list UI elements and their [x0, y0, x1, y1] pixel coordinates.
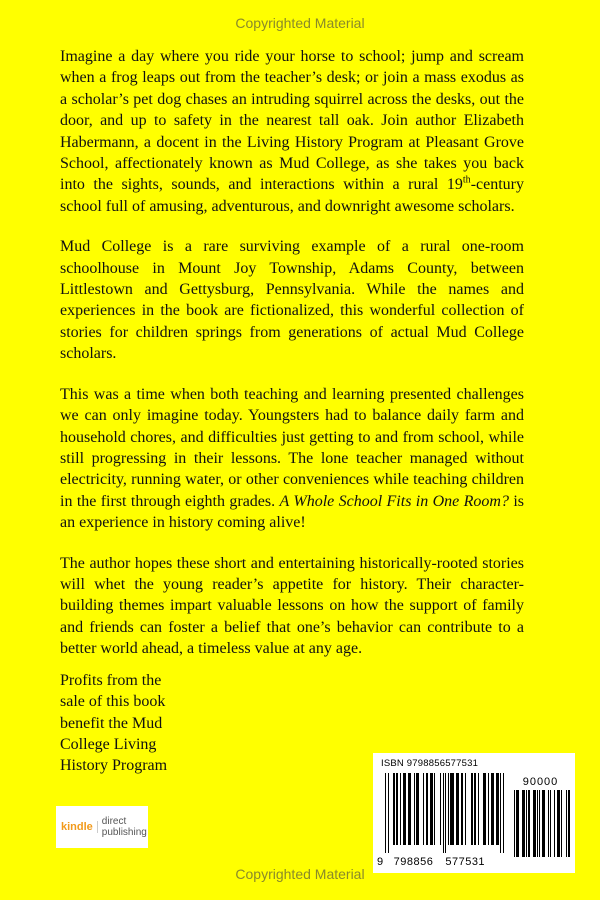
isbn-label: ISBN 9798856577531 [381, 758, 479, 769]
kindle-direct-publishing-logo [56, 806, 148, 848]
barcode-bar [403, 773, 407, 845]
barcode-bar [548, 790, 549, 857]
barcode-bar [528, 790, 529, 857]
barcode-bar [539, 790, 540, 857]
barcode-bar [396, 773, 397, 845]
barcode-bar [537, 790, 538, 857]
barcode-bar [440, 773, 441, 845]
paragraph-challenges-text: This was a time when both teaching and learning presented challenges we can only imagine today. Youngsters had to balance daily farm and household chores, and difficulties just getting to and from school, while still progressing in their lessons. The lone teacher managed without electricity, running water, or other conveniences while teaching children in the first through eighth grades. [60, 385, 524, 510]
copyright-watermark-bottom: Copyrighted Material [235, 866, 365, 882]
barcode-bar [514, 790, 515, 857]
ordinal-suffix: th [462, 175, 471, 187]
barcode-bar [450, 773, 454, 845]
barcode-bar [516, 790, 518, 857]
isbn-barcode [373, 753, 575, 873]
barcode-bar [423, 773, 424, 845]
barcode-bar [388, 773, 389, 853]
main-barcode-bars [385, 773, 505, 857]
price-code-label: 90000 [522, 776, 559, 788]
barcode-bar [471, 773, 472, 845]
copyright-watermark-top: Copyrighted Material [235, 15, 365, 31]
paragraph-author-hopes: The author hopes these short and entertaining historically-rooted stories will whet the young reader’s appetite for history. Their character-building themes impart valuable lessons on how the support of family and friends can foster a belief that one’s behavior can contribute to a better world ahead, a timeless value at any age. [60, 554, 524, 658]
barcode-bar [400, 773, 401, 845]
barcode-bar [465, 773, 466, 845]
kindle-wordmark: kindle [61, 821, 98, 833]
barcode-bar [416, 773, 419, 845]
barcode-bar [434, 773, 435, 845]
barcode-digit-lead: 9 [377, 856, 384, 868]
direct-publishing-wordmark [102, 816, 147, 838]
barcode-digit-group1: 798856 [393, 856, 434, 868]
barcode-bar [483, 773, 487, 845]
addon-barcode-bars [514, 790, 568, 857]
barcode-bar [496, 773, 499, 845]
barcode-bar [568, 790, 570, 857]
direct-word: direct [101, 816, 127, 827]
barcode-bar [430, 773, 433, 845]
barcode-bar [533, 790, 535, 857]
barcode-bar [474, 773, 477, 845]
barcode-bar [393, 773, 396, 845]
paragraph-intro-text-end: -century school full of amusing, adventurous, and downright awesome scholars. [60, 176, 524, 215]
barcode-bar [443, 773, 444, 853]
barcode-bar [503, 773, 504, 853]
barcode-bar [445, 773, 446, 853]
barcode-bar [448, 773, 449, 845]
paragraph-intro-text: Imagine a day where you ride your horse to school; jump and scream when a frog leaps out from the teacher’s desk; or join a mass exodus as a scholar’s pet dog chases an intruding squirrel across the desks, out the door, and up to safety in the nearest tall oak. Join author Elizabeth Habermann, a docent in the Living History Program at Pleasant Grove School, affectionately known as Mud College, as she takes you back into the sights, sounds, and interactions within a rural 19 [60, 48, 524, 194]
barcode-bar [554, 790, 555, 857]
barcode-bar [408, 773, 412, 845]
paragraph-mud-college: Mud College is a rare surviving example of a rural one-room schoolhouse in Mount Joy Township, Adams County, between Littlestown and Gettysburg, Pennsylvania. While the names and experiences in the book are fictionalized, this wonderful collection of stories for children springs from generations of actual Mud College scholars. [60, 238, 524, 363]
profits-note: Profits from the sale of this book benefit the Mud College Living History Program [60, 672, 168, 775]
barcode-bar [500, 773, 501, 853]
back-cover-description [60, 46, 524, 679]
paragraph-intro [60, 46, 524, 217]
barcode-digit-group2: 577531 [445, 856, 486, 868]
publishing-word: publishing [101, 827, 147, 838]
barcode-bar [522, 790, 524, 857]
barcode-bar [557, 790, 559, 857]
barcode-bar [426, 773, 427, 845]
paragraph-challenges [60, 384, 524, 534]
barcode-bar [491, 773, 494, 845]
barcode-bar [526, 790, 527, 857]
barcode-bar [566, 790, 567, 857]
barcode-bar [385, 773, 386, 853]
barcode-bar [461, 773, 462, 845]
book-title: A Whole School Fits in One Room? [279, 492, 509, 510]
barcode-bar [478, 773, 479, 845]
barcode-bar [542, 790, 546, 857]
barcode-bar [488, 773, 489, 845]
barcode-bar [414, 773, 415, 845]
barcode-bar [456, 773, 459, 845]
barcode-bar [550, 790, 551, 857]
paragraph-challenges-text-end: is an experience in history coming alive! [60, 492, 525, 532]
barcode-bar [561, 790, 562, 857]
